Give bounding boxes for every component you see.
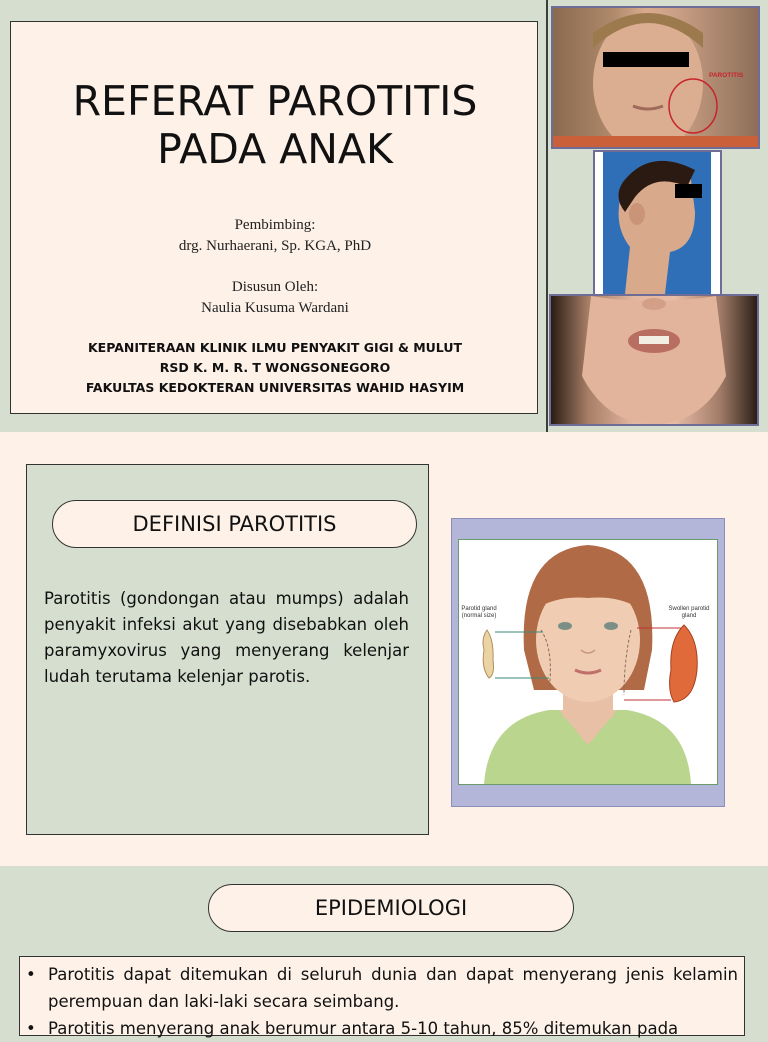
list-item	[26, 961, 738, 1015]
presentation-title: REFERAT PAROTITIS PADA ANAK	[72, 77, 478, 173]
institution-line: RSD K. M. R. T WONGSONEGORO	[159, 360, 391, 375]
title-panel	[10, 21, 538, 414]
list-item	[26, 1015, 738, 1042]
epidemiology-list	[20, 957, 744, 1042]
patient-mouth-closeup-image	[551, 296, 757, 424]
author-label: Disusun Oleh:	[231, 279, 319, 295]
patient-photo-profile	[593, 150, 722, 296]
epidemiology-heading: EPIDEMIOLOGI	[208, 884, 574, 932]
parotid-illustration	[458, 539, 718, 785]
supervisor-label: Pembimbing:	[234, 217, 316, 233]
patient-face-profile-image	[595, 152, 720, 294]
child-face-illustration	[459, 540, 717, 784]
definition-text: Parotitis (gondongan atau mumps) adalah penyakit infeksi akut yang disebabkan oleh paramyxovirus yang menyerang kelenjar ludah terutama kelenjar parotis.	[44, 589, 409, 686]
parotitis-photo-label: PAROTITIS	[709, 72, 744, 79]
patient-photo-closeup	[549, 294, 759, 426]
bullet-icon: •	[26, 965, 36, 984]
patient-photo-front	[551, 6, 760, 149]
list-item-text: Parotitis dapat ditemukan di seluruh dunia dan dapat menyerang jenis kelamin perempuan dan laki-laki secara seimbang.	[48, 965, 738, 1011]
epidemiology-panel	[19, 956, 745, 1036]
author-name: Naulia Kusuma Wardani	[201, 300, 349, 316]
list-item-text: Parotitis menyerang anak berumur antara 5-10 tahun, 85% ditemukan pada	[48, 1019, 679, 1038]
institution-line: KEPANITERAAN KLINIK ILMU PENYAKIT GIGI & MULUT	[87, 340, 462, 355]
vertical-divider	[546, 0, 548, 432]
supervisor-name: drg. Nurhaerani, Sp. KGA, PhD	[178, 238, 372, 254]
swollen-gland-label: Swollen parotid gland	[668, 606, 710, 619]
bullet-icon: •	[26, 1019, 36, 1038]
normal-gland-label: Parotid gland (normal size)	[461, 606, 497, 619]
institution-line: FAKULTAS KEDOKTERAN UNIVERSITAS WAHID HASYIM	[85, 380, 465, 395]
definition-heading: DEFINISI PAROTITIS	[52, 500, 417, 548]
